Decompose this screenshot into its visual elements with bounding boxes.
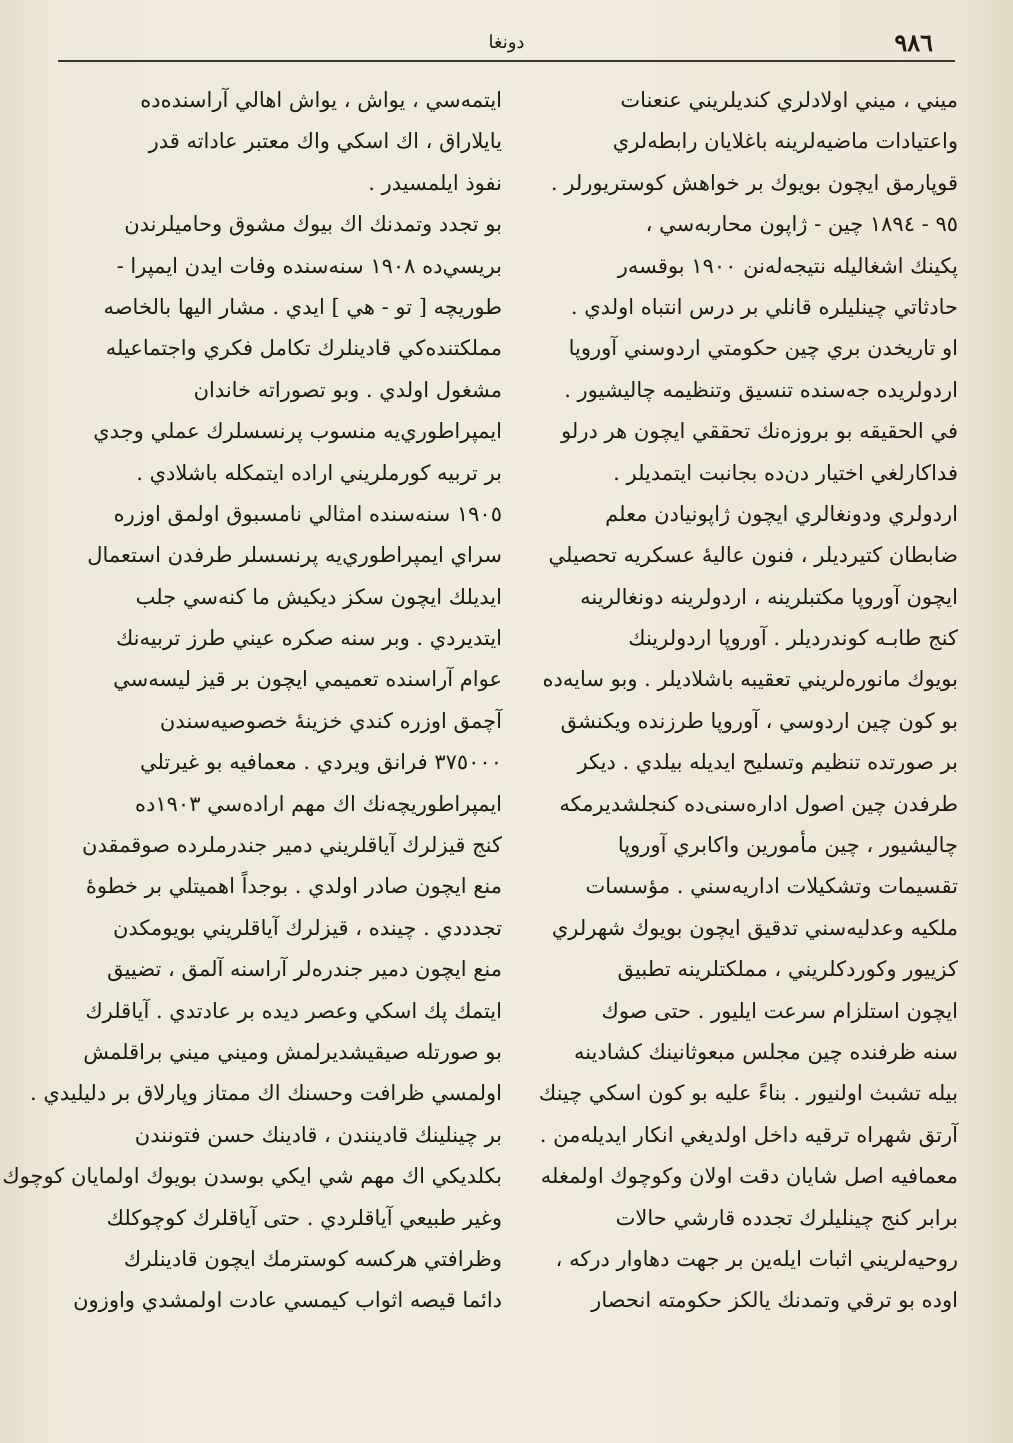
left-column-line: بريسي‌ده ١٩٠٨ سنه‌سنده وفات ايدن ايمپرا - <box>116 253 502 278</box>
left-column-line: ايديلك ايچون سكز ديكيش ما كنه‌سي جلب <box>135 584 502 609</box>
right-column-line: ميني ، ميني اولادلري كنديلريني عنعنات <box>620 88 958 112</box>
right-column-line: بر صورتده تنظيم وتسليح ايديله بيلدي . ديكر <box>577 750 958 775</box>
right-column-line: بو كون چين اردوسي ، آوروپا طرزنده ويكنشق <box>560 708 958 733</box>
left-column-line: ايمپراطوريچه‌نك اك مهم اراده‌سي ١٩٠٣ده <box>135 791 502 816</box>
right-column-line: حادثاتي چينليلره قانلي بر درس انتباه اولدي . <box>570 294 958 319</box>
right-column-line: كزييور وكوردكلريني ، مملكتلرينه تطبيق <box>617 957 958 982</box>
right-column-line: معمافيه اصل شايان دقت اولان وكوچوك اولمغله <box>540 1164 958 1189</box>
left-column-line: بكلديكي اك مهم شي ايكي بوسدن بويوك اولمايان كوچوك <box>2 1164 502 1189</box>
left-column-line: اولمسي ظرافت وحسنك اك ممتاز وپارلاق بر دليليدي . <box>30 1081 502 1106</box>
right-column-line: اردولري ودونغالري ايچون ژاپونيادن معلم <box>605 501 958 526</box>
right-column-line: سنه ظرفنده چين مجلس مبعوثانينك كشادينه <box>573 1039 958 1064</box>
left-column-line: نفوذ ايلمسيدر . <box>368 170 502 195</box>
right-column-line: پكينك اشغاليله نتيجه‌له‌نن ١٩٠٠ بوقسه‌ر <box>617 253 958 278</box>
left-column-line: طوريچه [ تو - هي ] ايدي . مشار اليها بالخاصه <box>103 294 502 319</box>
right-column-line: طرفدن چين اصول اداره‌سنى‌ده كنجلشديرمكه <box>559 791 958 816</box>
right-column-line: في الحقيقه بو بروزه‌نك تحققي ايچون هر درلو <box>561 419 958 444</box>
left-column-line: بر تربيه كورملريني اراده ايتمكله باشلادي . <box>136 460 502 485</box>
left-column-line: سراي ايمپراطوري‌يه پرنسسلر طرفدن استعمال <box>87 543 502 568</box>
left-column-line: تجدددي . چينده ، قيزلرك آياقلريني بويومكدن <box>112 915 502 940</box>
running-head: دونغا <box>488 32 525 53</box>
right-column-line: چاليشيور ، چين مأمورين واكابري آوروپا <box>617 833 958 858</box>
right-column-line: ايچون آوروپا مكتبلرينه ، اردولرينه دونغالرينه <box>580 584 958 609</box>
right-text-column <box>528 80 958 1400</box>
left-column-line: بو صورتله صيقيشديرلمش وميني ميني براقلمش <box>83 1039 502 1064</box>
left-column-line: منع ايچون دمير جندره‌لر آراسنه آلمق ، تضييق <box>107 957 502 982</box>
right-column-line: قوپارمق ايچون بويوك بر خواهش كوستريورلر . <box>550 170 958 195</box>
left-column-line: مملكتنده‌كي قادينلرك تكامل فكري واجتماعيله <box>105 336 502 361</box>
right-column-line: آرتق شهراه ترقيه داخل اولديغي انكار ايديله‌من . <box>539 1122 958 1147</box>
left-column-line: ٣٧٥٠٠٠ فرانق ويردي . معمافيه بو غيرتلي <box>139 750 502 775</box>
left-column-line: ايتمك پك اسكي وعصر ديده بر عادتدي . آياقلرك <box>85 998 502 1023</box>
right-column-line: بويوك مانوره‌لريني تعقيبه باشلاديلر . وبو سايه‌ده <box>542 667 958 692</box>
right-column-line: ٩٥ - ١٨٩٤ چين - ژاپون محاربه‌سي ، <box>645 212 958 237</box>
left-column-line: يايلاراق ، اك اسكي واك معتبر عاداته قدر <box>148 129 502 154</box>
left-column-line: منع ايچون صادر اولدي . بوجداً اهميتلي بر خطوهٔ <box>85 874 502 899</box>
right-column-line: واعتيادات ماضيه‌لرينه باغلايان رابطه‌لري <box>612 129 958 154</box>
right-column-line: برابر كنج چينليلرك تجدده قارشي حالات <box>615 1205 958 1230</box>
right-column-line: فداكارلغي اختيار دن‌ده بجانبت ايتمديلر . <box>613 460 958 485</box>
right-column-line: كنج طابـه كوندرديلر . آوروپا اردولرينك <box>628 626 958 651</box>
header-rule <box>58 60 955 62</box>
left-column-line: ايتمه‌سي ، يواش ، يواش اهالي آراسنده‌ده <box>140 88 502 112</box>
left-column-line: عوام آراسنده تعميمي ايچون بر قيز ليسه‌سي <box>113 667 502 692</box>
right-column-line: ايچون استلزام سرعت ايليور . حتى صوك <box>601 998 958 1023</box>
right-column-line: ضابطان كتيرديلر ، فنون عاليهٔ عسكريه تحصيلي <box>548 543 958 568</box>
right-column-line: روحيه‌لريني اثبات ايله‌ين بر جهت دهاوار دركه ، <box>555 1246 958 1271</box>
left-column-line: آچمق اوزره كندي خزينهٔ خصوصيه‌سندن <box>159 708 502 733</box>
right-column-line: بيله تشبث اولنيور . بناءً عليه بو كون اسكي چينك <box>538 1081 958 1106</box>
left-column-line: وغير طبيعي آياقلردي . حتى آياقلرك كوچوكلك <box>106 1205 502 1230</box>
left-column-line: ايتديردي . وبر سنه صكره عيني طرز تربيه‌نك <box>115 626 502 651</box>
right-column-line: اردولريده جه‌سنده تنسيق وتنظيمه چاليشيور . <box>564 377 958 402</box>
left-column-line: وظرافتي هركسه كوسترمك ايچون قادينلرك <box>123 1246 502 1271</box>
left-column-line: مشغول اولدي . وبو تصوراته خاندان <box>193 377 502 402</box>
left-column-line: دائما قيصه اثواب كيمسي عادت اولمشدي واوزون <box>73 1288 502 1313</box>
left-column-line: بر چينلينك قادينندن ، قادينك حسن فتونندن <box>134 1122 502 1147</box>
left-column-line: بو تجدد وتمدنك اك بيوك مشوق وحاميلرندن <box>124 212 502 237</box>
right-column-line: تقسيمات وتشكيلات اداريه‌سني . مؤسسات <box>585 874 958 899</box>
page-number: ٩٨٦ <box>894 28 933 57</box>
left-column-line: كنج قيزلرك آياقلريني دمير جندرملرده صوقمقدن <box>82 833 502 858</box>
left-column-line: ١٩٠٥ سنه‌سنده امثالي نامسبوق اولمق اوزره <box>113 501 502 526</box>
page-header <box>60 22 953 58</box>
right-column-line: ملكيه وعدليه‌سني تدقيق ايچون بويوك شهرلري <box>551 915 958 940</box>
right-column-line: اوده بو ترقي وتمدنك يالكز حكومته انحصار <box>591 1288 958 1313</box>
left-text-column <box>2 80 502 1400</box>
right-column-line: او تاريخدن بري چين حكومتي اردوسني آوروپا <box>568 336 958 361</box>
left-column-line: ايمپراطوري‌يه منسوب پرنسسلرك عملي وجدي <box>93 419 502 444</box>
